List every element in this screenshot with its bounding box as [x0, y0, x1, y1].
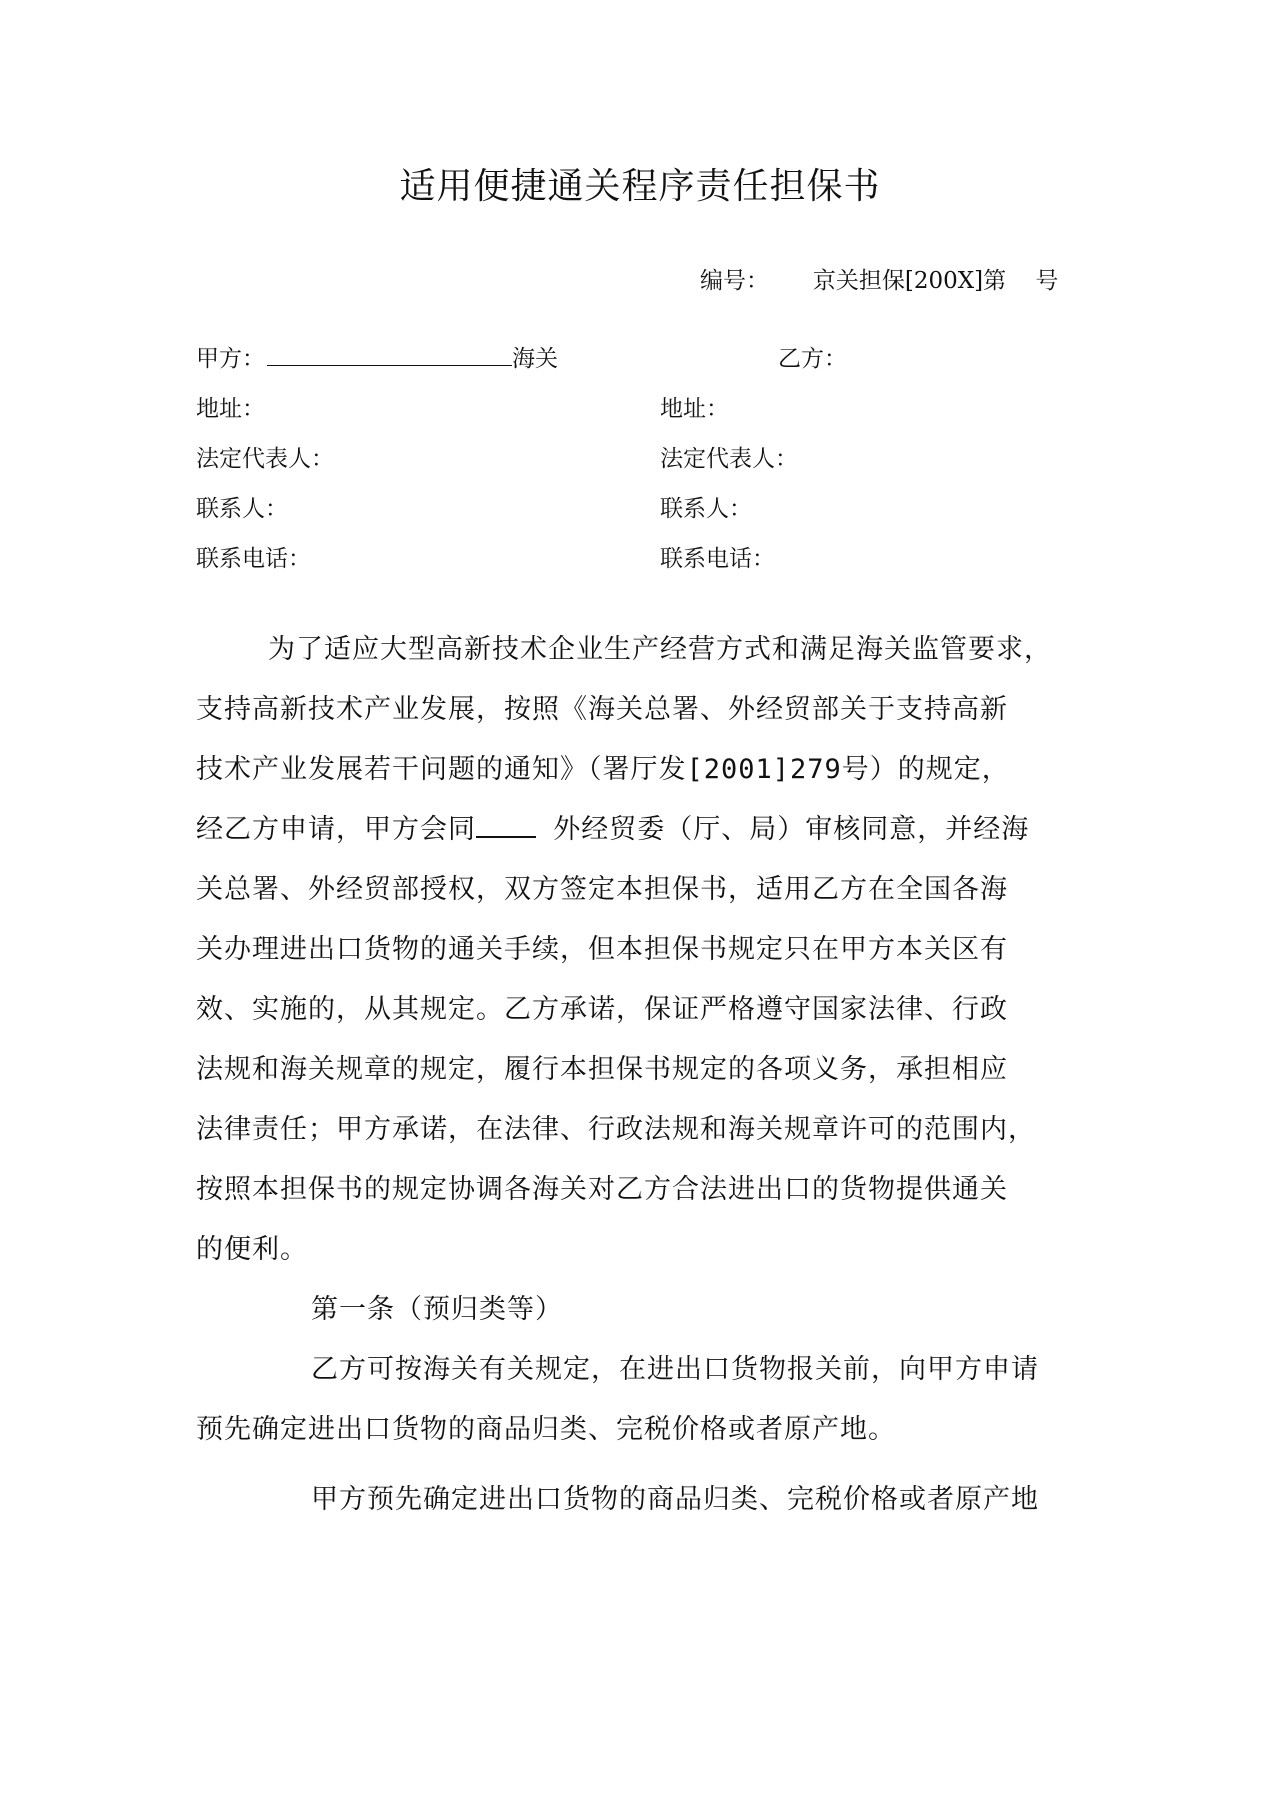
paragraph-gap	[196, 1460, 1144, 1470]
parties-row-address	[0, 390, 1280, 422]
document-title: 适用便捷通关程序责任担保书	[399, 166, 881, 207]
preamble-line: 关总署、外经贸部授权，双方签定本担保书，适用乙方在全国各海	[196, 874, 1008, 905]
parties-row-names	[0, 340, 1280, 372]
document-number-value: 京关担保[200X]第 号	[812, 268, 1059, 294]
preamble-line: 支持高新技术产业发展，按照《海关总署、外经贸部关于支持高新	[196, 694, 1008, 725]
party-b-label: 乙方：	[778, 346, 847, 372]
document-number	[700, 262, 1058, 295]
document-number-label: 编号：	[700, 268, 769, 294]
party-a-blank	[267, 343, 512, 366]
preamble-line: 技术产业发展若干问题的通知》（署厅发[2001]279号）的规定，	[196, 754, 1010, 785]
document-body	[196, 620, 1144, 1530]
preamble-line: 效、实施的，从其规定。乙方承诺，保证严格遵守国家法律、行政	[196, 994, 1008, 1025]
preamble-line4-after: 外经贸委（厅、局）审核同意，并经海	[536, 814, 1030, 845]
preamble-line: 的便利。	[196, 1234, 308, 1265]
parties-row-contact	[0, 490, 1280, 522]
party-b-contact-label: 联系人：	[660, 496, 752, 522]
parties-row-phone	[0, 540, 1280, 572]
trade-commission-blank	[476, 812, 536, 838]
article-1-para-1-line: 乙方可按海关有关规定，在进出口货物报关前，向甲方申请	[311, 1354, 1039, 1385]
party-a-contact-label: 联系人：	[196, 496, 288, 522]
party-a-legal-rep-label: 法定代表人：	[196, 446, 334, 472]
preamble-line: 法规和海关规章的规定，履行本担保书规定的各项义务，承担相应	[196, 1054, 1008, 1085]
preamble-line: 按照本担保书的规定协调各海关对乙方合法进出口的货物提供通关	[196, 1174, 1008, 1205]
parties-row-legal-rep	[0, 440, 1280, 472]
preamble-line-with-blank	[196, 800, 1144, 860]
party-b-phone-label: 联系电话：	[660, 546, 775, 572]
article-1-para-1-line: 预先确定进出口货物的商品归类、完税价格或者原产地。	[196, 1414, 896, 1445]
preamble-line: 为了适应大型高新技术企业生产经营方式和满足海关监管要求，	[268, 634, 1052, 665]
preamble-line: 法律责任；甲方承诺，在法律、行政法规和海关规章许可的范围内，	[196, 1114, 1036, 1145]
article-1-heading: 第一条（预归类等）	[311, 1294, 563, 1325]
party-b-address-label: 地址：	[660, 396, 729, 422]
article-1-para-2-line: 甲方预先确定进出口货物的商品归类、完税价格或者原产地	[311, 1484, 1039, 1515]
preamble-line4-before: 经乙方申请，甲方会同	[196, 814, 476, 845]
party-a-suffix: 海关	[512, 346, 558, 372]
party-b-legal-rep-label: 法定代表人：	[660, 446, 798, 472]
party-a	[196, 340, 558, 373]
preamble-line: 关办理进出口货物的通关手续，但本担保书规定只在甲方本关区有	[196, 934, 1008, 965]
party-a-phone-label: 联系电话：	[196, 546, 311, 572]
party-a-label: 甲方：	[196, 346, 265, 372]
party-a-address-label: 地址：	[196, 396, 265, 422]
